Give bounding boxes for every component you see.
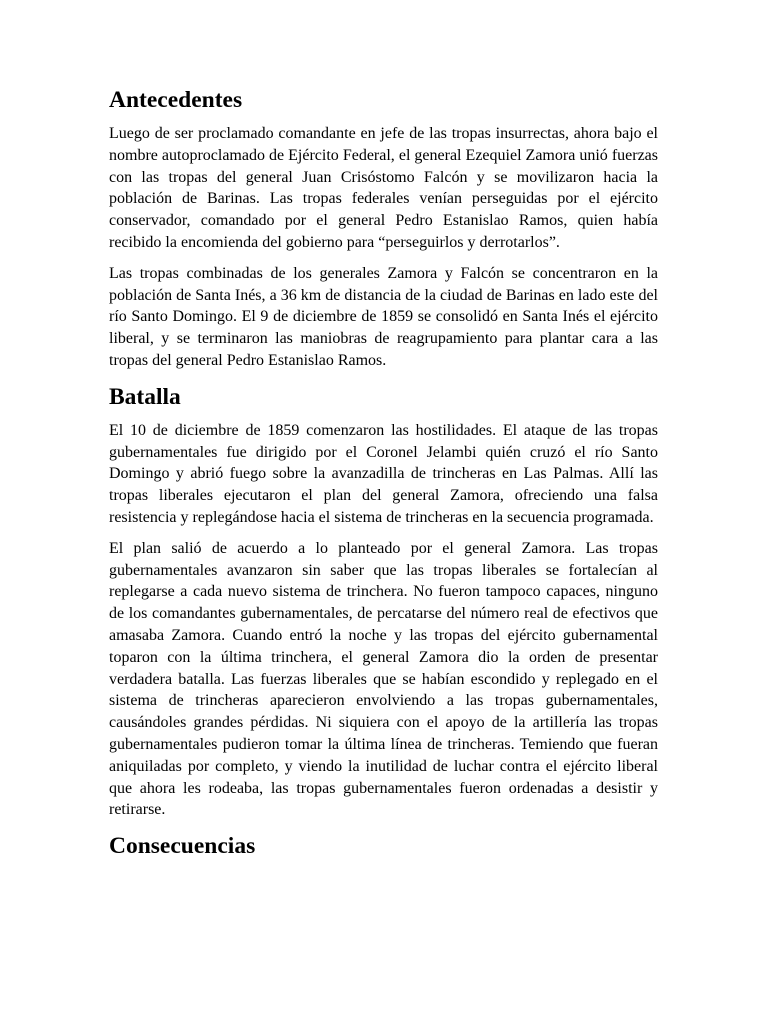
heading-antecedentes: Antecedentes [109, 87, 243, 113]
document-page [109, 84, 658, 869]
paragraph-antecedentes-1: Luego de ser proclamado comandante en jefe de las tropas insurrectas, ahora bajo el nombre autoproclamado de Ejército Federal, el general Ezequiel Zamora unió fuerzas con las tropas del general Juan Crisóstomo Falcón y se movilizaron hacia la población de Barinas. Las tropas federales venían perseguidas por el ejército conservador, comandado por el general Pedro Estanislao Ramos, quien había recibido la encomienda del gobierno para “perseguirlos y derrotarlos”. [109, 125, 658, 251]
paragraph-batalla-1: El 10 de diciembre de 1859 comenzaron las hostilidades. El ataque de las tropas gubernamentales fue dirigido por el Coronel Jelambi quién cruzó el río Santo Domingo y abrió fuego sobre la avanzadilla de trincheras en Las Palmas. Allí las tropas liberales ejecutaron el plan del general Zamora, ofreciendo una falsa resistencia y replegándose hacia el sistema de trincheras en la secuencia programada. [109, 421, 658, 526]
paragraph-antecedentes-2: Las tropas combinadas de los generales Zamora y Falcón se concentraron en la población de Santa Inés, a 36 km de distancia de la ciudad de Barinas en lado este del río Santo Domingo. El 9 de diciembre de 1859 se consolidó en Santa Inés el ejército liberal, y se terminaron las maniobras de reagrupamiento para plantar cara a las tropas del general Pedro Estanislao Ramos. [109, 264, 658, 369]
heading-consecuencias: Consecuencias [109, 833, 256, 860]
heading-batalla: Batalla [109, 383, 181, 410]
paragraph-batalla-2: El plan salió de acuerdo a lo planteado por el general Zamora. Las tropas gubernamentales avanzaron sin saber que las tropas liberales se fortalecían al replegarse a cada nuevo sistema de trinchera. No fueron tampoco capaces, ninguno de los comandantes gubernamentales, de percatarse del número real de efectivos que amasaba Zamora. Cuando entró la noche y las tropas del ejército gubernamental toparon con la última trinchera, el general Zamora dio la orden de presentar verdadera batalla. Las fuerzas liberales que se habían escondido y replegado en el sistema de trincheras aparecieron envolviendo a las tropas gubernamentales, causándoles grandes pérdidas. Ni siquiera con el apoyo de la artillería las tropas gubernamentales pudieron tomar la última línea de trincheras. Temiendo que fueran aniquiladas por completo, y viendo la inutilidad de luchar contra el ejército liberal que ahora les rodeaba, las tropas gubernamentales fueron ordenadas a desistir y retirarse. [109, 539, 658, 819]
